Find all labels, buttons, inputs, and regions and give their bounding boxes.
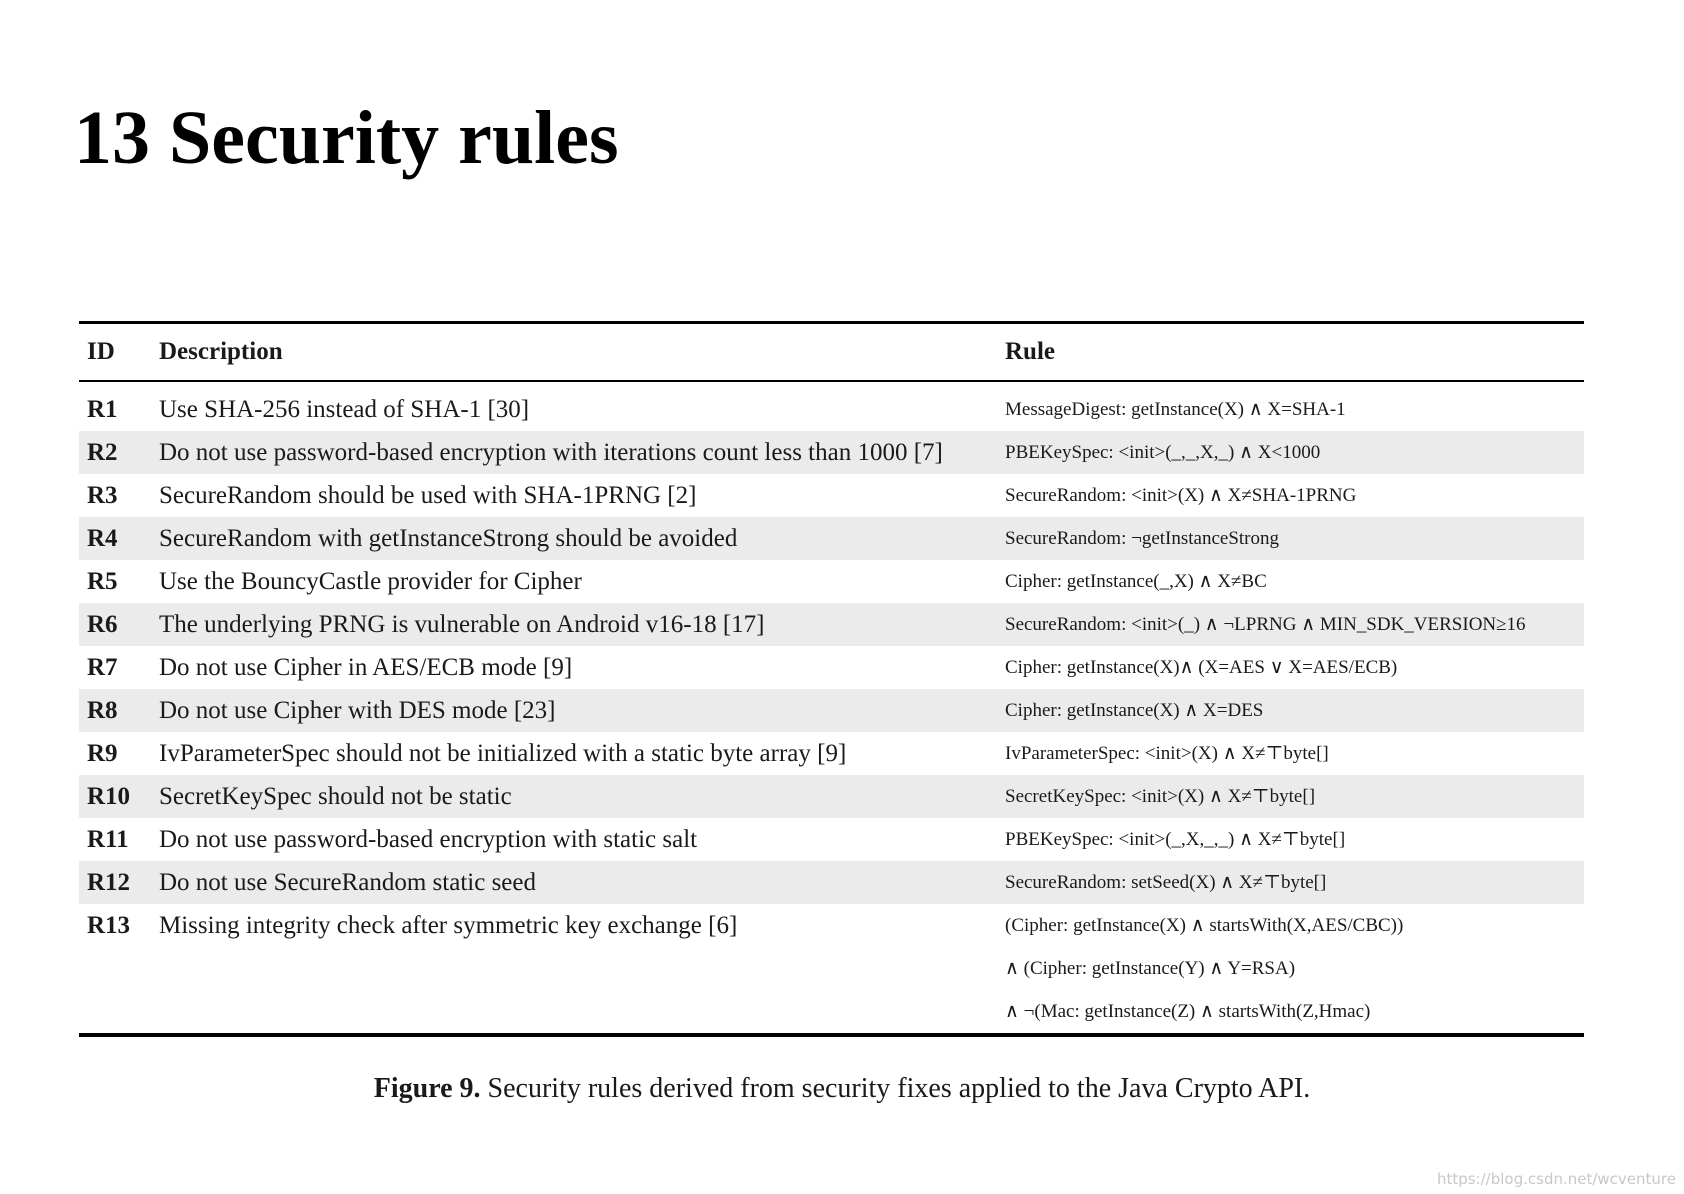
- rule-id: R10: [87, 782, 131, 810]
- rule-description: Use SHA-256 instead of SHA-1 [30]: [159, 395, 530, 423]
- rule-description: Do not use SecureRandom static seed: [159, 868, 536, 896]
- table-row: [79, 818, 1584, 861]
- table-row: [79, 603, 1584, 646]
- rule-description: Do not use Cipher in AES/ECB mode [9]: [159, 653, 573, 681]
- rule-id: R7: [87, 653, 118, 681]
- rule-formula: MessageDigest: getInstance(X) ∧ X=SHA-1: [1005, 399, 1346, 420]
- table-row: [79, 560, 1584, 603]
- rule-id: R13: [87, 912, 131, 939]
- rule-formula: PBEKeySpec: <init>(_,_,X,_) ∧ X<1000: [1005, 442, 1321, 463]
- rule-formula: SecureRandom: <init>(_) ∧ ¬LPRNG ∧ MIN_SDK_VERSION≥16: [1005, 614, 1526, 635]
- rule-description: SecureRandom should be used with SHA-1PRNG [2]: [159, 481, 697, 509]
- rule-formula-line: ∧ ¬(Mac: getInstance(Z) ∧ startsWith(Z,Hmac): [1005, 1001, 1371, 1022]
- rule-formula-line: (Cipher: getInstance(X) ∧ startsWith(X,AES/CBC)): [1005, 915, 1404, 936]
- caption-label: Figure 9.: [373, 1073, 481, 1104]
- rule-id: R8: [87, 696, 118, 724]
- rule-formula: IvParameterSpec: <init>(X) ∧ X≠⊤byte[]: [1005, 743, 1329, 764]
- rule-id: R12: [87, 868, 131, 896]
- rule-formula: Cipher: getInstance(X) ∧ X=DES: [1005, 700, 1264, 721]
- table-row: [79, 732, 1584, 775]
- figure-caption: [0, 1073, 1684, 1105]
- rule-formula: SecretKeySpec: <init>(X) ∧ X≠⊤byte[]: [1005, 786, 1316, 807]
- rule-formula: Cipher: getInstance(X)∧ (X=AES ∨ X=AES/ECB): [1005, 657, 1398, 678]
- table-row: [79, 775, 1584, 818]
- rule-formula-multiline: [997, 904, 1584, 1035]
- table-row: [79, 689, 1584, 732]
- header-id: ID: [79, 323, 151, 382]
- table-row: [79, 646, 1584, 689]
- rule-formula: PBEKeySpec: <init>(_,X,_,_) ∧ X≠⊤byte[]: [1005, 829, 1346, 850]
- table-row: [79, 431, 1584, 474]
- rule-description: Do not use Cipher with DES mode [23]: [159, 696, 556, 724]
- rule-description: IvParameterSpec should not be initialized with a static byte array [9]: [159, 739, 847, 767]
- rule-id: R11: [87, 825, 129, 853]
- table-row: [79, 861, 1584, 904]
- rule-formula: SecureRandom: <init>(X) ∧ X≠SHA-1PRNG: [1005, 485, 1357, 506]
- rule-description: Missing integrity check after symmetric key exchange [6]: [159, 912, 738, 939]
- header-description: Description: [151, 323, 997, 382]
- rule-formula: Cipher: getInstance(_,X) ∧ X≠BC: [1005, 571, 1267, 592]
- rule-formula-line: ∧ (Cipher: getInstance(Y) ∧ Y=RSA): [1005, 958, 1296, 979]
- rule-description: Use the BouncyCastle provider for Cipher: [159, 567, 582, 595]
- security-rules-table: [79, 321, 1584, 1037]
- rule-id: R9: [87, 739, 118, 767]
- table-row: [79, 904, 1584, 1035]
- rule-id: R2: [87, 438, 118, 466]
- header-rule: Rule: [997, 323, 1584, 382]
- rule-description: The underlying PRNG is vulnerable on Android v16-18 [17]: [159, 610, 765, 638]
- rule-id: R6: [87, 610, 118, 638]
- table-header-row: [79, 323, 1584, 382]
- section-heading: 13 Security rules: [74, 96, 619, 180]
- caption-text: Security rules derived from security fixes applied to the Java Crypto API.: [480, 1073, 1311, 1104]
- rule-description: SecretKeySpec should not be static: [159, 782, 512, 810]
- rule-formula: SecureRandom: setSeed(X) ∧ X≠⊤byte[]: [1005, 872, 1327, 893]
- rule-formula: SecureRandom: ¬getInstanceStrong: [1005, 527, 1280, 549]
- rule-id: R1: [87, 395, 118, 423]
- rule-description: SecureRandom with getInstanceStrong should be avoided: [159, 524, 738, 552]
- rule-description: Do not use password-based encryption with static salt: [159, 825, 698, 853]
- table-row: [79, 517, 1584, 560]
- table-row: [79, 381, 1584, 431]
- table-row: [79, 474, 1584, 517]
- rule-id: R3: [87, 481, 118, 509]
- rule-id: R5: [87, 567, 118, 595]
- rule-id: R4: [87, 524, 118, 552]
- watermark-url: https://blog.csdn.net/wcventure: [1436, 1170, 1676, 1188]
- rule-description: Do not use password-based encryption with iterations count less than 1000 [7]: [159, 438, 943, 466]
